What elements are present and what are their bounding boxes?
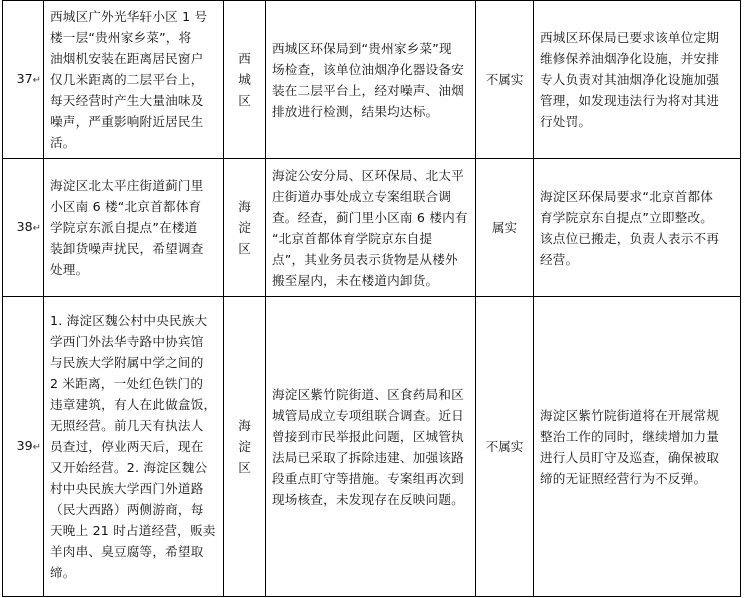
issue-text: 海淀区北太平庄街道蓟门里 小区南 6 楼“北京首都体育 学院京东派自提点”在楼道 装卸货噪声扰民，希望调查 处理。	[50, 178, 204, 277]
row-number-cell	[3, 1, 44, 159]
verdict-cell	[476, 159, 534, 297]
row-number: 38	[16, 219, 33, 234]
table-row	[3, 1, 741, 159]
issue-cell	[44, 159, 224, 297]
paragraph-mark-icon: ↵	[32, 442, 41, 453]
issue-text: 西城区广外光华轩小区 1 号 楼一层“贵州家乡菜”，将 油烟机安装在距离居民窗户 仅几米距离的二层平台上， 每天经营时产生大量油味及 噪声，严重影响附近居民生 活。	[50, 9, 208, 150]
district-cell	[224, 1, 266, 159]
row-number: 37	[16, 71, 33, 86]
row-number: 39	[16, 438, 33, 453]
handling-text: 海淀区紫竹院街道将在开展常规 整治工作的同时，继续增加力量 进行人员盯守及巡查，确保被取 缔的无证照经营行为不反弹。	[540, 407, 720, 486]
table-row	[3, 297, 741, 597]
investigation-cell	[266, 1, 476, 159]
investigation-cell	[266, 297, 476, 597]
district-cell	[224, 159, 266, 297]
handling-cell	[534, 297, 741, 597]
district-text: 海 淀 区	[238, 418, 251, 475]
table-row	[3, 159, 741, 297]
investigation-text: 海淀区紫竹院街道、区食药局和区 城管局成立专项组联合调查。近日 曾接到市民举报此问题，区城管执 法局已采取了拆除违建、加强该路 段重点盯守等措施。专案组再次到 现场核查，未发现存在反映问题。	[272, 386, 464, 507]
district-text: 西 城 区	[238, 51, 251, 108]
handling-text: 海淀区环保局要求“北京首都体 育学院京东自提点”立即整改。 该点位已搬走，负责人表示不再 经营。	[540, 188, 720, 267]
investigation-cell	[266, 159, 476, 297]
complaint-table	[2, 0, 741, 597]
district-cell	[224, 297, 266, 597]
verdict-text: 不属实	[485, 72, 524, 87]
row-number-cell	[3, 297, 44, 597]
district-text: 海 淀 区	[238, 199, 251, 256]
verdict-cell	[476, 1, 534, 159]
verdict-text: 属实	[491, 220, 518, 235]
issue-cell	[44, 297, 224, 597]
handling-cell	[534, 1, 741, 159]
paragraph-mark-icon: ↵	[32, 75, 41, 86]
paragraph-mark-icon: ↵	[32, 223, 41, 234]
handling-cell	[534, 159, 741, 297]
issue-cell	[44, 1, 224, 159]
row-number-cell	[3, 159, 44, 297]
verdict-cell	[476, 297, 534, 597]
handling-text: 西城区环保局已要求该单位定期 维修保养油烟净化设施，并安排 专人负责对其油烟净化设施加强 管理，如发现违法行为将对其进 行处罚。	[540, 30, 720, 129]
investigation-text: 海淀公安分局、区环保局、北太平 庄街道办事处成立专案组联合调 查。经查，蓟门里小区南 6 楼内有 “北京首都体育学院京东自提 点”，其业务员表示货物是从楼外 搬至屋内，未在楼道内卸货。	[272, 167, 468, 288]
investigation-text: 西城区环保局到“贵州家乡菜”现 场检查，该单位油烟净化器设备安 装在二层平台上，经对噪声、油烟 排放进行检测，结果均达标。	[272, 40, 464, 119]
issue-text: 1. 海淀区魏公村中央民族大 学西门外法华寺路中协宾馆 与民族大学附属中学之间的 2 米距离，一处红色铁门的 违章建筑，有人在此做盒饭， 无照经营。前几天有执法人 员查过，停业两天后，现在 又开始经营。2. 海淀区魏公 村中央民族大学西门外道路 （民大西路）两侧游商，每 天晚上 21 时占道经营，贩卖 羊肉串、臭豆腐等，希望取 缔。	[50, 313, 217, 580]
verdict-text: 不属实	[485, 439, 524, 454]
